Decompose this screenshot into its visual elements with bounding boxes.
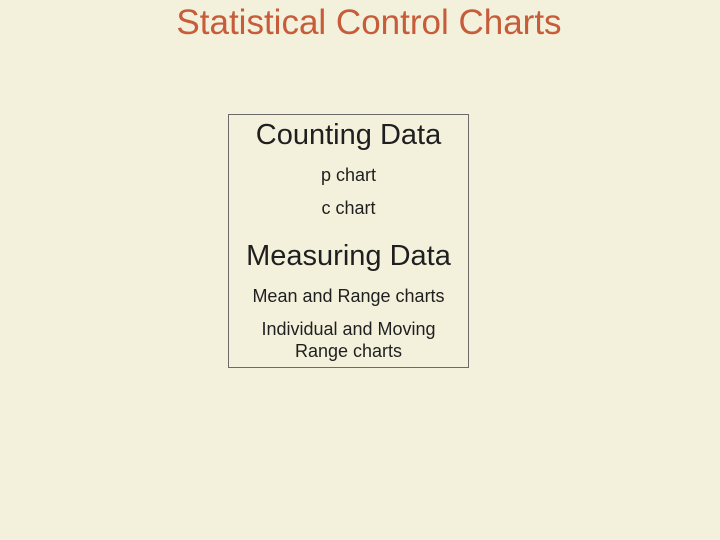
chart-types-box bbox=[228, 114, 469, 368]
slide-title: Statistical Control Charts bbox=[176, 3, 562, 42]
mean-range-charts-item: Mean and Range charts bbox=[252, 286, 445, 306]
measuring-data-heading: Measuring Data bbox=[246, 240, 451, 272]
individual-moving-range-charts-item: Individual and Moving Range charts bbox=[261, 319, 436, 361]
counting-data-heading: Counting Data bbox=[255, 119, 442, 151]
p-chart-item: p chart bbox=[320, 165, 377, 185]
c-chart-item: c chart bbox=[321, 198, 376, 218]
